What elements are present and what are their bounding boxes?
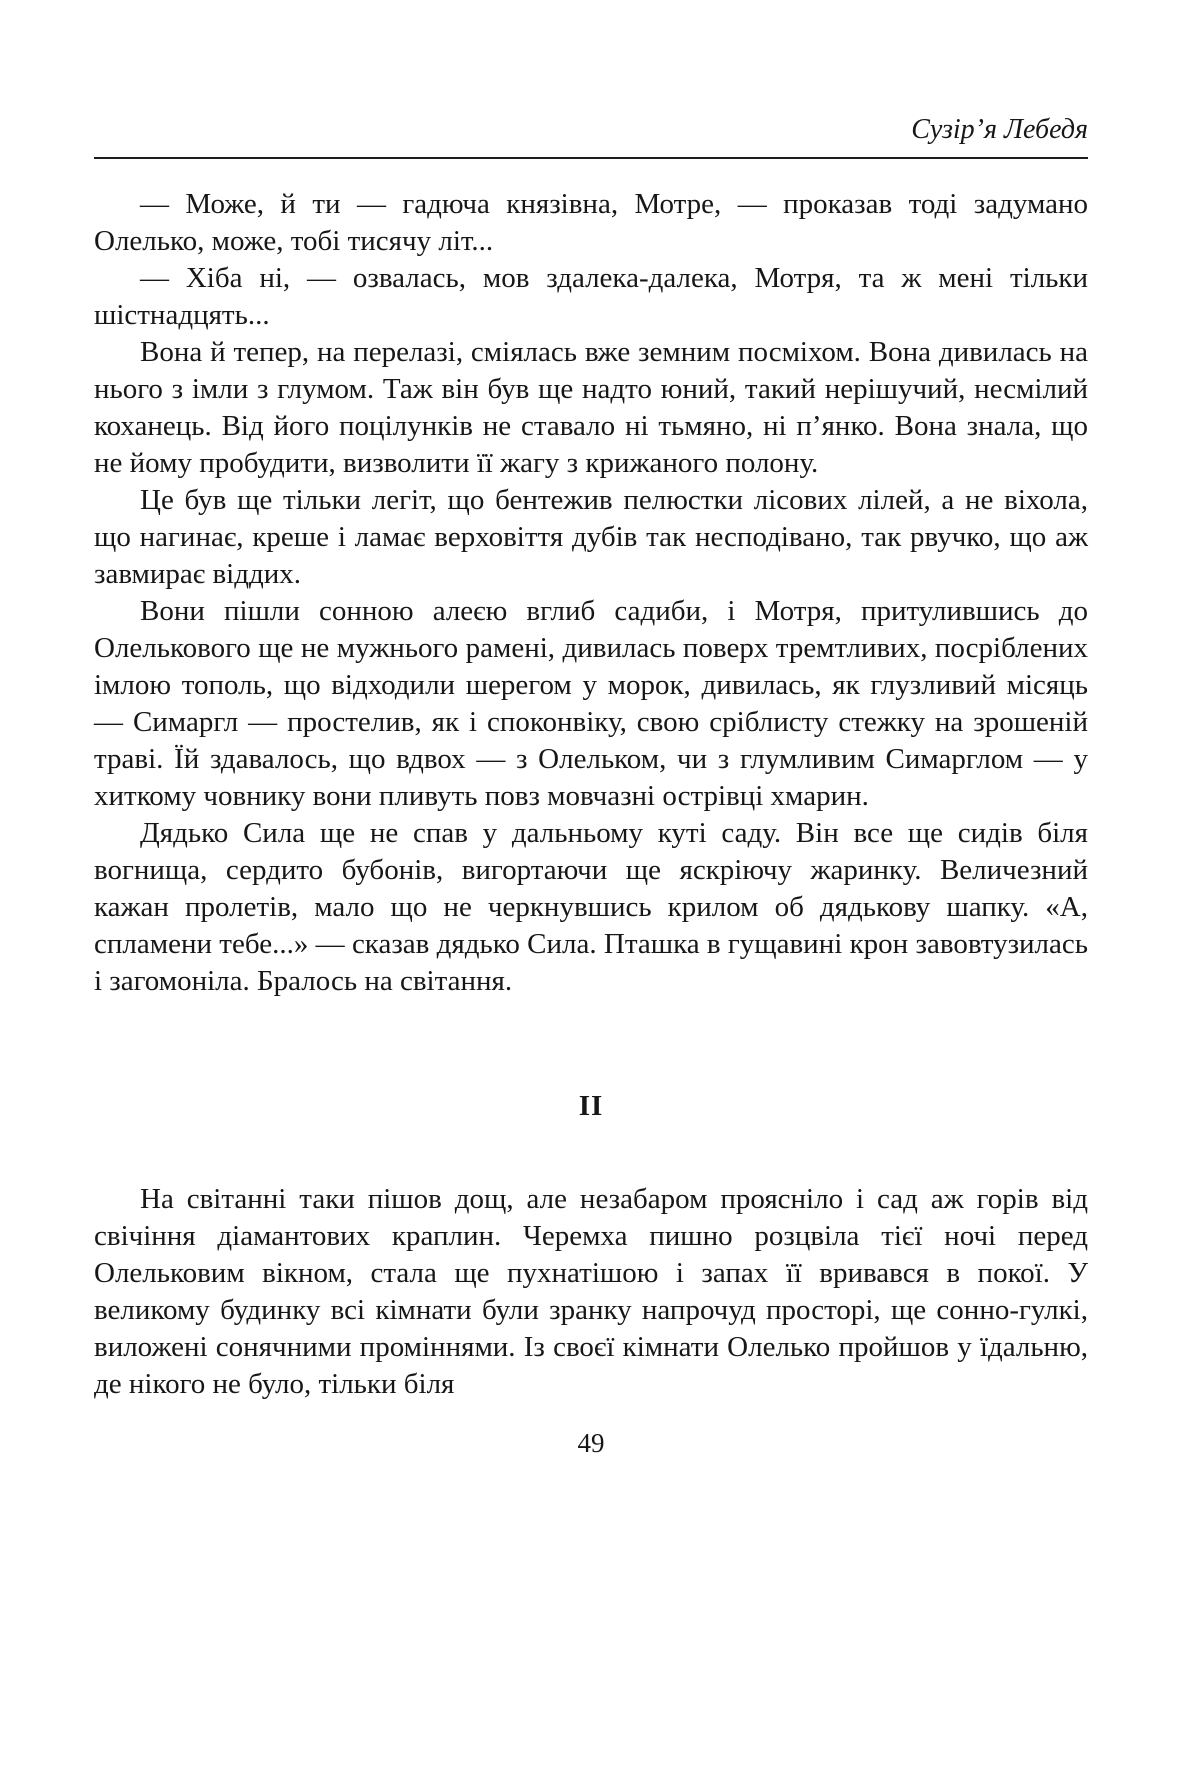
running-title: Сузір’я Лебедя <box>911 114 1088 145</box>
paragraph: — Хіба ні, — озвалась, мов здалека-далека, Мотря, та ж мені тільки шістнадцять... <box>94 262 1088 331</box>
page-number: 49 <box>577 1428 605 1458</box>
paragraph: Вона й тепер, на перелазі, сміялась вже земним посміхом. Вона дивилась на нього з імли з глумом. Таж він був ще надто юний, такий нерішучий, несмілий коханець. Від його поцілунків не ставало ні тьмяно, ні п’янко. Вона знала, що не йому пробудити, визволити її жагу з крижаного полону. <box>94 336 1088 479</box>
paragraph: — Може, й ти — гадюча князівна, Мотре, — проказав тоді задумано Олелько, може, тобі тисячу літ... <box>94 188 1088 257</box>
paragraph: Вони пішли сонною алеєю вглиб садиби, і Мотря, притулившись до Олелькового ще не мужнього рамені, дивилась поверх тремтливих, посріблених імлою тополь, що відходили шерегом у морок, дивилась, як глузливий місяць — Симаргл — простелив, як і споконвіку, свою сріблисту стежку на зрошеній траві. Їй здавалось, що вдвох — з Олельком, чи з глумливим Симарглом — у хиткому човнику вони пливуть повз мовчазні острівці хмарин. <box>94 595 1088 812</box>
body-text <box>94 186 1088 1403</box>
header-rule <box>94 157 1088 159</box>
paragraph: На світанні таки пішов дощ, але незабаром проясніло і сад аж горів від свічіння діамантових краплин. Черемха пишно розцвіла тієї ночі перед Олельковим вікном, стала ще пухнатішою і запах її вривався в покої. У великому будинку всі кімнати були зранку напрочуд просторі, ще сонно-гулкі, виложені сонячними проміннями. Із своєї кімнати Олелько пройшов у їдальню, де нікого не було, тільки біля <box>94 1183 1088 1400</box>
paragraph: Дядько Сила ще не спав у дальньому куті саду. Він все ще сидів біля вогнища, сердито бубонів, вигортаючи ще яскріючу жаринку. Величезний кажан пролетів, мало що не черкнувшись крилом об дядькову шапку. «А, спламени тебе...» — сказав дядько Сила. Пташка в гущавині крон завовтузилась і загомоніла. Бралось на світання. <box>94 817 1088 997</box>
paragraph: Це був ще тільки легіт, що бентежив пелюстки лісових лілей, а не віхола, що нагинає, креше і ламає верховіття дубів так несподівано, так рвучко, що аж завмирає віддих. <box>94 484 1088 590</box>
section-heading: II <box>578 1090 604 1122</box>
text-block <box>94 112 1088 1403</box>
